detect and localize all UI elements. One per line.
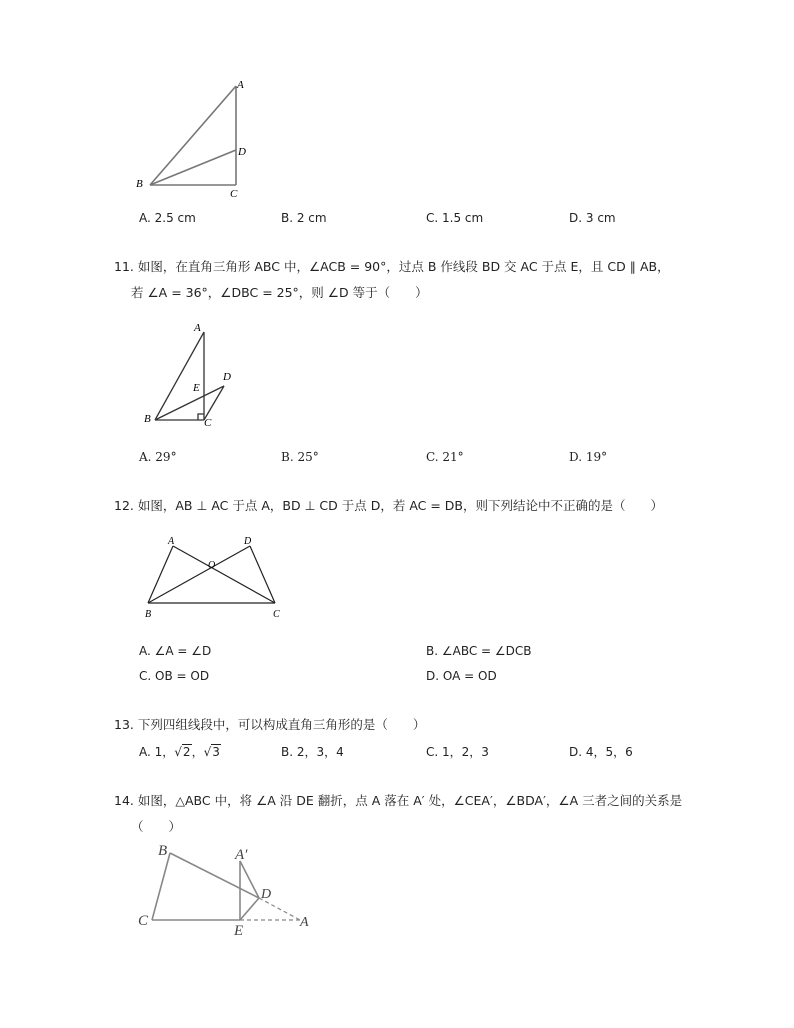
label-o: O [208,560,216,571]
segment-ab [150,86,236,185]
q11-text-line1: 如图，在直角三角形 ABC 中，∠ACB = 90°，过点 B 作线段 BD 交 AC 于点 E，且 CD ∥ AB， [137,259,670,274]
q14-stem-line2 [131,814,181,839]
q11-number: 11. [114,259,134,274]
q12-number: 12. [114,498,134,513]
q11-option-c: C. 21° [426,450,464,464]
label-b: B [158,843,168,859]
segment-bd [148,546,250,603]
q11-option-a: A. 29° [139,450,177,464]
q13-option-d: D. 4，5，6 [569,745,633,759]
q13-text-line1: 下列四组线段中，可以构成直角三角形的是（ ） [137,717,426,732]
q14-figure [132,838,322,938]
sqrt-2-radicand: 2 [182,745,191,759]
label-b: B [145,609,152,620]
label-d: D [238,146,246,158]
q12-text-line1: 如图，AB ⊥ AC 于点 A，BD ⊥ CD 于点 D，若 AC = DB，则下列结论中不正确的是（ ） [137,498,664,513]
q11-option-d: D. 19° [569,450,608,464]
label-e: E [193,382,200,394]
q11-stem-line2 [131,280,428,305]
segment-bc [152,853,170,920]
q13-stem [114,712,425,737]
label-c: C [204,417,212,429]
q12-option-a: A. ∠A = ∠D [139,644,212,658]
q11-text-line2: 若 ∠A = 36°，∠DBC = 25°，则 ∠D 等于（ ） [131,285,428,300]
q13-option-a [139,743,221,760]
q12-option-b: B. ∠ABC = ∠DCB [426,644,532,658]
q13-option-a-sep: ， [191,745,204,759]
q10-option-c: C. 1.5 cm [426,211,484,225]
q13-option-c: C. 1，2，3 [426,745,489,759]
q12-option-c: C. OB = OD [139,669,210,683]
q13-option-b: B. 2，3，4 [281,745,344,759]
q10-option-b: B. 2 cm [281,211,327,225]
label-b: B [136,178,143,190]
q14-number: 14. [114,793,134,808]
q10-option-d: D. 3 cm [569,211,616,225]
segment-ed [240,898,259,920]
segment-ab [148,546,173,603]
label-a: A [168,536,175,547]
q11-figure [140,320,240,432]
label-c: C [230,188,238,200]
q11-stem [114,254,670,279]
q14-stem [114,788,682,813]
q14-text-line1: 如图，△ABC 中，将 ∠A 沿 DE 翻折，点 A 落在 A′ 处，∠CEA′，∠BDA′，∠A 三者之间的关系是 [137,793,683,808]
label-c: C [273,609,280,620]
label-c: C [138,913,149,929]
segment-ac [173,546,275,603]
segment-dc [250,546,275,603]
q13-option-a-prefix: A. 1， [139,745,175,759]
label-d: D [223,371,231,383]
q13-number: 13. [114,717,134,732]
segment-ab [155,332,204,420]
sqrt-3: √3 [203,745,220,759]
label-a-prime: A′ [235,847,248,863]
q12-stem [114,493,663,518]
q12-option-d: D. OA = OD [426,669,497,683]
label-a: A [300,915,309,930]
sqrt-2: √2 [174,745,191,759]
sqrt-3-radicand: 3 [212,745,220,759]
q10-figure [130,75,260,200]
label-a: A [237,79,244,91]
q12-figure [140,532,290,624]
q11-option-b: B. 25° [281,450,319,464]
label-e: E [234,923,244,938]
label-b: B [144,413,151,425]
label-a: A [194,322,201,334]
segment-bd [150,150,236,185]
q10-option-a: A. 2.5 cm [139,211,196,225]
label-d: D [261,887,272,902]
q14-text-line2: （ ） [131,819,182,834]
label-d: D [244,536,252,547]
